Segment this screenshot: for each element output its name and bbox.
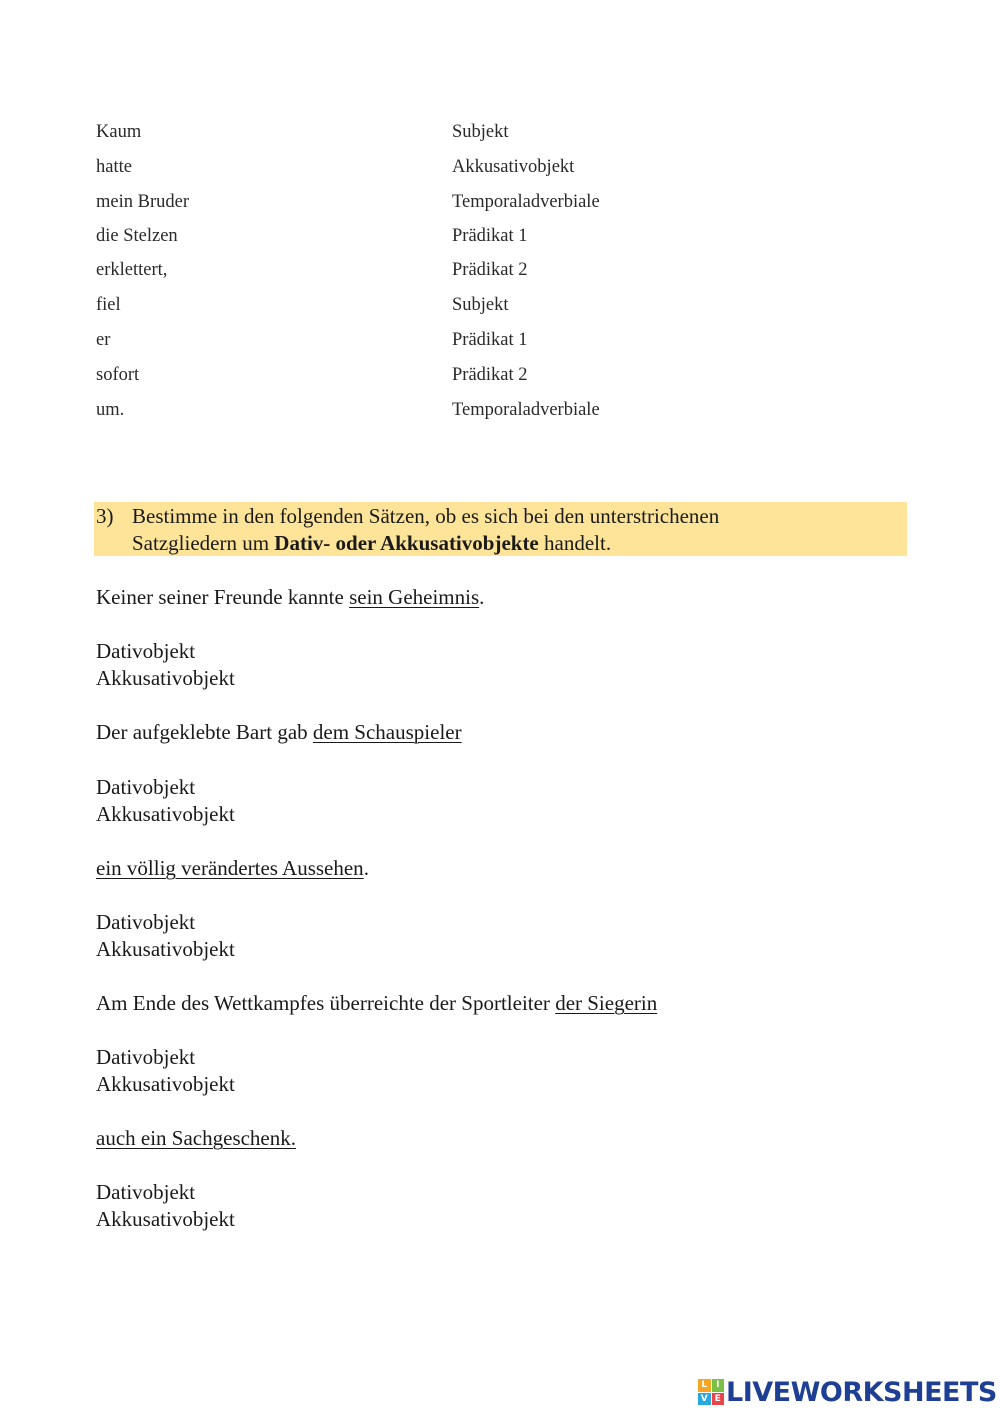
match-row <box>0 330 1000 356</box>
sentence-part: erklettert, <box>96 260 168 280</box>
match-option[interactable]: Subjekt <box>452 295 509 315</box>
underlined-phrase: ein völlig verändertes Aussehen <box>96 856 364 880</box>
logo-letter: E <box>712 1393 725 1406</box>
question-sentence: Am Ende des Wettkampfes überreichte der Sportleiter der Siegerin <box>96 991 658 1015</box>
sentence-part: mein Bruder <box>96 192 189 212</box>
sentence-part: fiel <box>96 295 121 315</box>
underlined-phrase: auch ein Sachgeschenk. <box>96 1126 297 1150</box>
logo-letter: L <box>698 1379 711 1392</box>
logo-letter: V <box>698 1393 711 1406</box>
sentence-part: um. <box>96 400 125 420</box>
option-akkusativobjekt[interactable]: Akkusativobjekt <box>96 937 235 961</box>
sentence-part: sofort <box>96 365 140 385</box>
option-dativobjekt[interactable]: Dativobjekt <box>96 639 196 663</box>
sentence-part: er <box>96 330 111 350</box>
task-number: 3) <box>96 504 114 528</box>
option-dativobjekt[interactable]: Dativobjekt <box>96 1045 196 1069</box>
match-row <box>0 157 1000 183</box>
match-option[interactable]: Temporaladverbiale <box>452 192 600 212</box>
match-option[interactable]: Akkusativobjekt <box>452 157 575 177</box>
match-row <box>0 400 1000 426</box>
brand-text: LIVEWORKSHEETS <box>726 1376 997 1408</box>
match-row <box>0 260 1000 286</box>
question-sentence: ein völlig verändertes Aussehen. <box>96 856 369 880</box>
option-akkusativobjekt[interactable]: Akkusativobjekt <box>96 1072 235 1096</box>
question-sentence: Keiner seiner Freunde kannte sein Geheimnis. <box>96 585 485 609</box>
option-dativobjekt[interactable]: Dativobjekt <box>96 775 196 799</box>
sentence-part: hatte <box>96 157 132 177</box>
option-dativobjekt[interactable]: Dativobjekt <box>96 1180 196 1204</box>
task-emphasis: Dativ- oder Akkusativobjekte <box>274 531 539 555</box>
task-text-line1: Bestimme in den folgenden Sätzen, ob es sich bei den unterstrichenen <box>132 504 720 528</box>
task-instruction <box>94 502 907 556</box>
question-sentence: Der aufgeklebte Bart gab dem Schauspieler <box>96 720 462 744</box>
match-option[interactable]: Subjekt <box>452 122 509 142</box>
sentence-part: die Stelzen <box>96 226 178 246</box>
match-row <box>0 226 1000 252</box>
match-row <box>0 295 1000 321</box>
option-akkusativobjekt[interactable]: Akkusativobjekt <box>96 1207 235 1231</box>
option-dativobjekt[interactable]: Dativobjekt <box>96 910 196 934</box>
logo-letter: I <box>712 1379 725 1392</box>
match-option[interactable]: Prädikat 2 <box>452 365 528 385</box>
liveworksheets-logo-icon <box>698 1379 724 1405</box>
option-akkusativobjekt[interactable]: Akkusativobjekt <box>96 666 235 690</box>
match-row <box>0 192 1000 218</box>
sentence-part: Kaum <box>96 122 142 142</box>
underlined-phrase: der Siegerin <box>555 991 658 1015</box>
liveworksheets-brand <box>698 1375 998 1409</box>
question-sentence <box>96 1126 296 1151</box>
underlined-phrase: sein Geheimnis <box>349 585 480 609</box>
match-option[interactable]: Temporaladverbiale <box>452 400 600 420</box>
option-akkusativobjekt[interactable]: Akkusativobjekt <box>96 802 235 826</box>
match-row <box>0 122 1000 148</box>
match-option[interactable]: Prädikat 1 <box>452 330 528 350</box>
task-text-line2: Satzgliedern um Dativ- oder Akkusativobjekte handelt. <box>132 531 612 555</box>
match-option[interactable]: Prädikat 1 <box>452 226 528 246</box>
match-row <box>0 365 1000 391</box>
match-option[interactable]: Prädikat 2 <box>452 260 528 280</box>
underlined-phrase: dem Schauspieler <box>312 720 462 744</box>
